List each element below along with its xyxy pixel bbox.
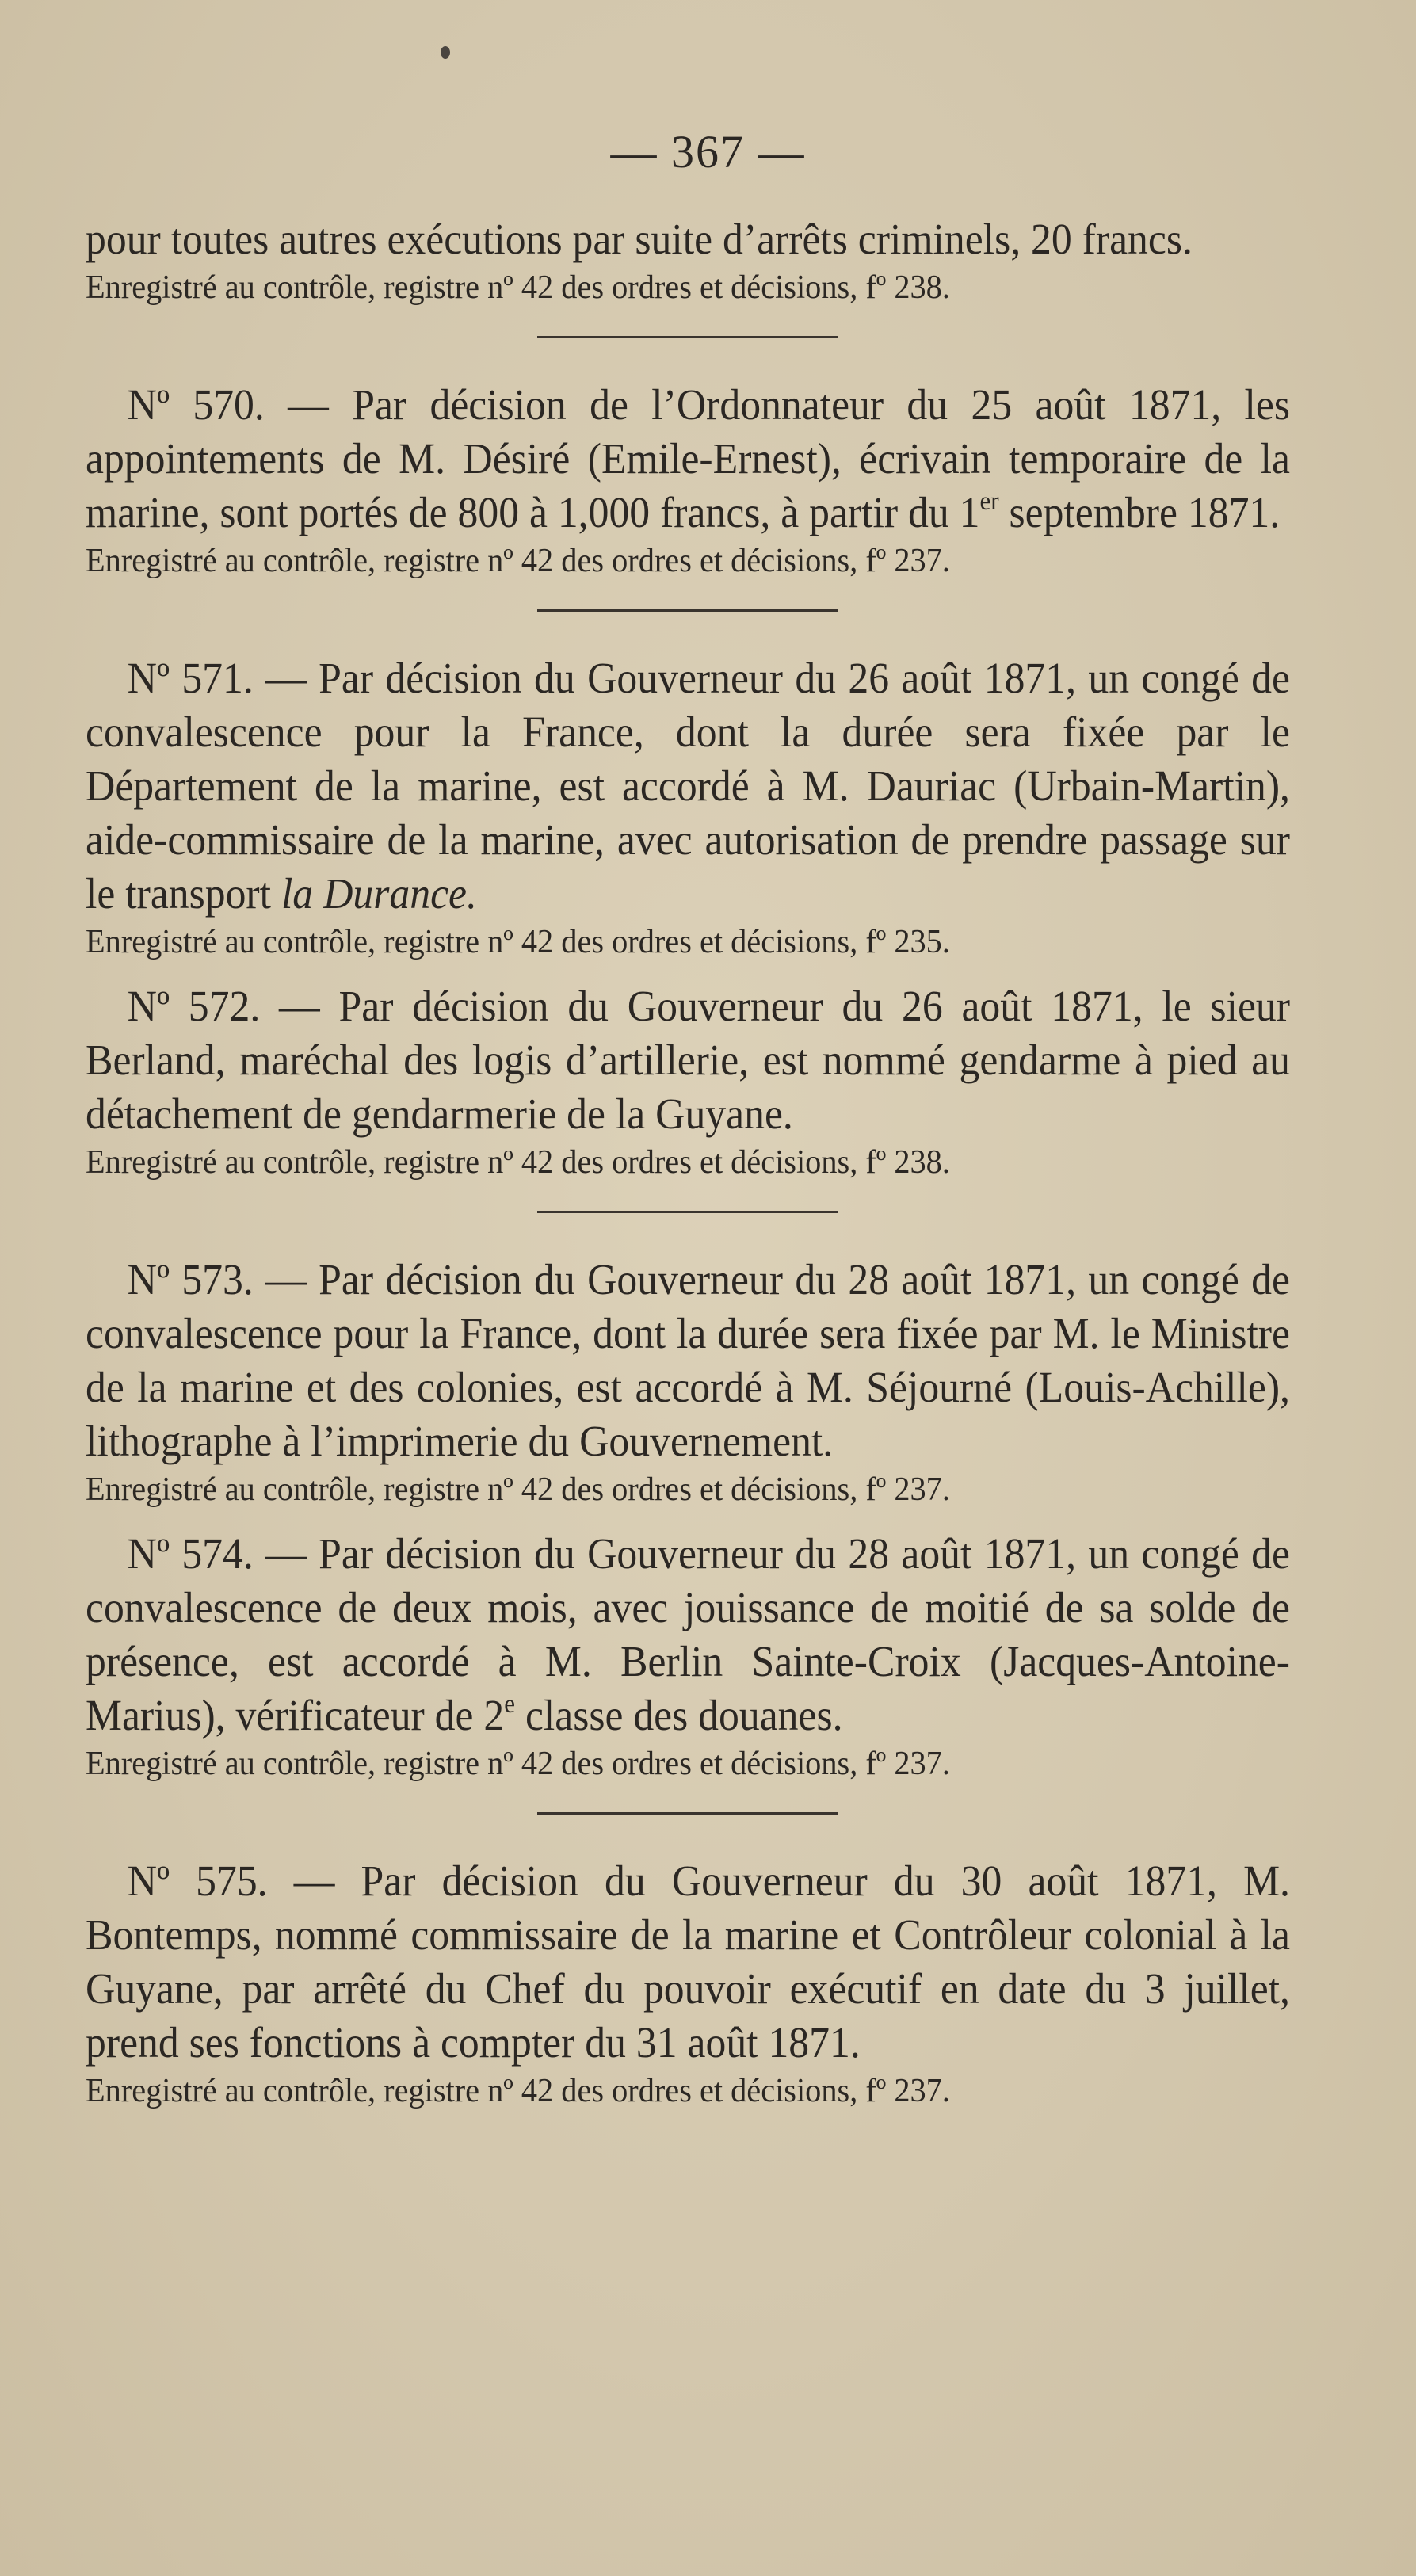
registration-line: Enregistré au contrôle, registre nº 42 des ordres et décisions, fº 237. [86,2073,950,2109]
separator-rule [537,609,838,612]
separator-rule [537,1812,838,1815]
entry-text: Nº 573. — Par décision du Gouverneur du 28 août 1871, un congé de convalescence pour la France, dont la durée sera fixée par M. le Ministre de la marine et des colonies, est accordé à M. Séjourné (Louis-Achille), lithographe à l’imprimerie du Gouvernement. [86,1255,1290,1465]
registration-line: Enregistré au contrôle, registre nº 42 des ordres et décisions, fº 238. [86,269,950,306]
entry-573 [86,1253,1290,1511]
ink-dot [441,46,450,59]
registration-line: Enregistré au contrôle, registre nº 42 des ordres et décisions, fº 235. [86,924,950,960]
entry-text: Nº 575. — Par décision du Gouverneur du 30 août 1871, M. Bontemps, nommé commissaire de la marine et Contrôleur colonial à la Guyane, par arrêté du Chef du pouvoir exécutif en date du 3 juillet, prend ses fonctions à compter du 31 août 1871. [86,1857,1290,2067]
text-column [86,212,1290,2112]
page-number: — 367 — [610,126,806,177]
entry-text: Nº 571. — Par décision du Gouverneur du 26 août 1871, un congé de convalescence pour la France, dont la durée sera fixée par le Département de la marine, est accordé à M. Dauriac (Urbain-Martin), aide-commissaire de la marine, avec autorisation de prendre passage sur le transport la Durance. [86,654,1290,918]
separator-rule [537,336,838,338]
entry-575 [86,1854,1290,2112]
registration-line: Enregistré au contrôle, registre nº 42 des ordres et décisions, fº 237. [86,1746,950,1782]
separator-rule [537,1211,838,1213]
superscript: er [979,487,999,516]
ship-name: la Durance. [281,869,477,918]
entry-570 [86,378,1290,582]
entry-572 [86,979,1290,1184]
entry-text: Nº 572. — Par décision du Gouverneur du 26 août 1871, le sieur Berland, maréchal des logis d’artillerie, est nommé gendarme à pied au détachement de gendarmerie de la Guyane. [86,982,1290,1138]
registration-line: Enregistré au contrôle, registre nº 42 des ordres et décisions, fº 238. [86,1144,950,1181]
entry-text: pour toutes autres exécutions par suite d’arrêts criminels, 20 francs. [86,215,1193,263]
registration-line: Enregistré au contrôle, registre nº 42 des ordres et décisions, fº 237. [86,543,950,579]
entry-571 [86,651,1290,964]
registration-line: Enregistré au contrôle, registre nº 42 des ordres et décisions, fº 237. [86,1471,950,1508]
entry-574 [86,1527,1290,1785]
entry-text: Nº 574. — Par décision du Gouverneur du 28 août 1871, un congé de convalescence de deux mois, avec jouissance de moitié de sa solde de présence, est accordé à M. Berlin Sainte-Croix (Jacques-Antoine-Marius), vérificateur de 2e classe des douanes. [86,1529,1290,1739]
entry-continuation [86,212,1290,309]
entry-text: Nº 570. — Par décision de l’Ordonnateur du 25 août 1871, les appointements de M. Désiré (Emile-Ernest), écrivain temporaire de la marine, sont portés de 800 à 1,000 francs, à partir du 1er septembre 1871. [86,380,1290,536]
superscript: e [504,1690,516,1719]
